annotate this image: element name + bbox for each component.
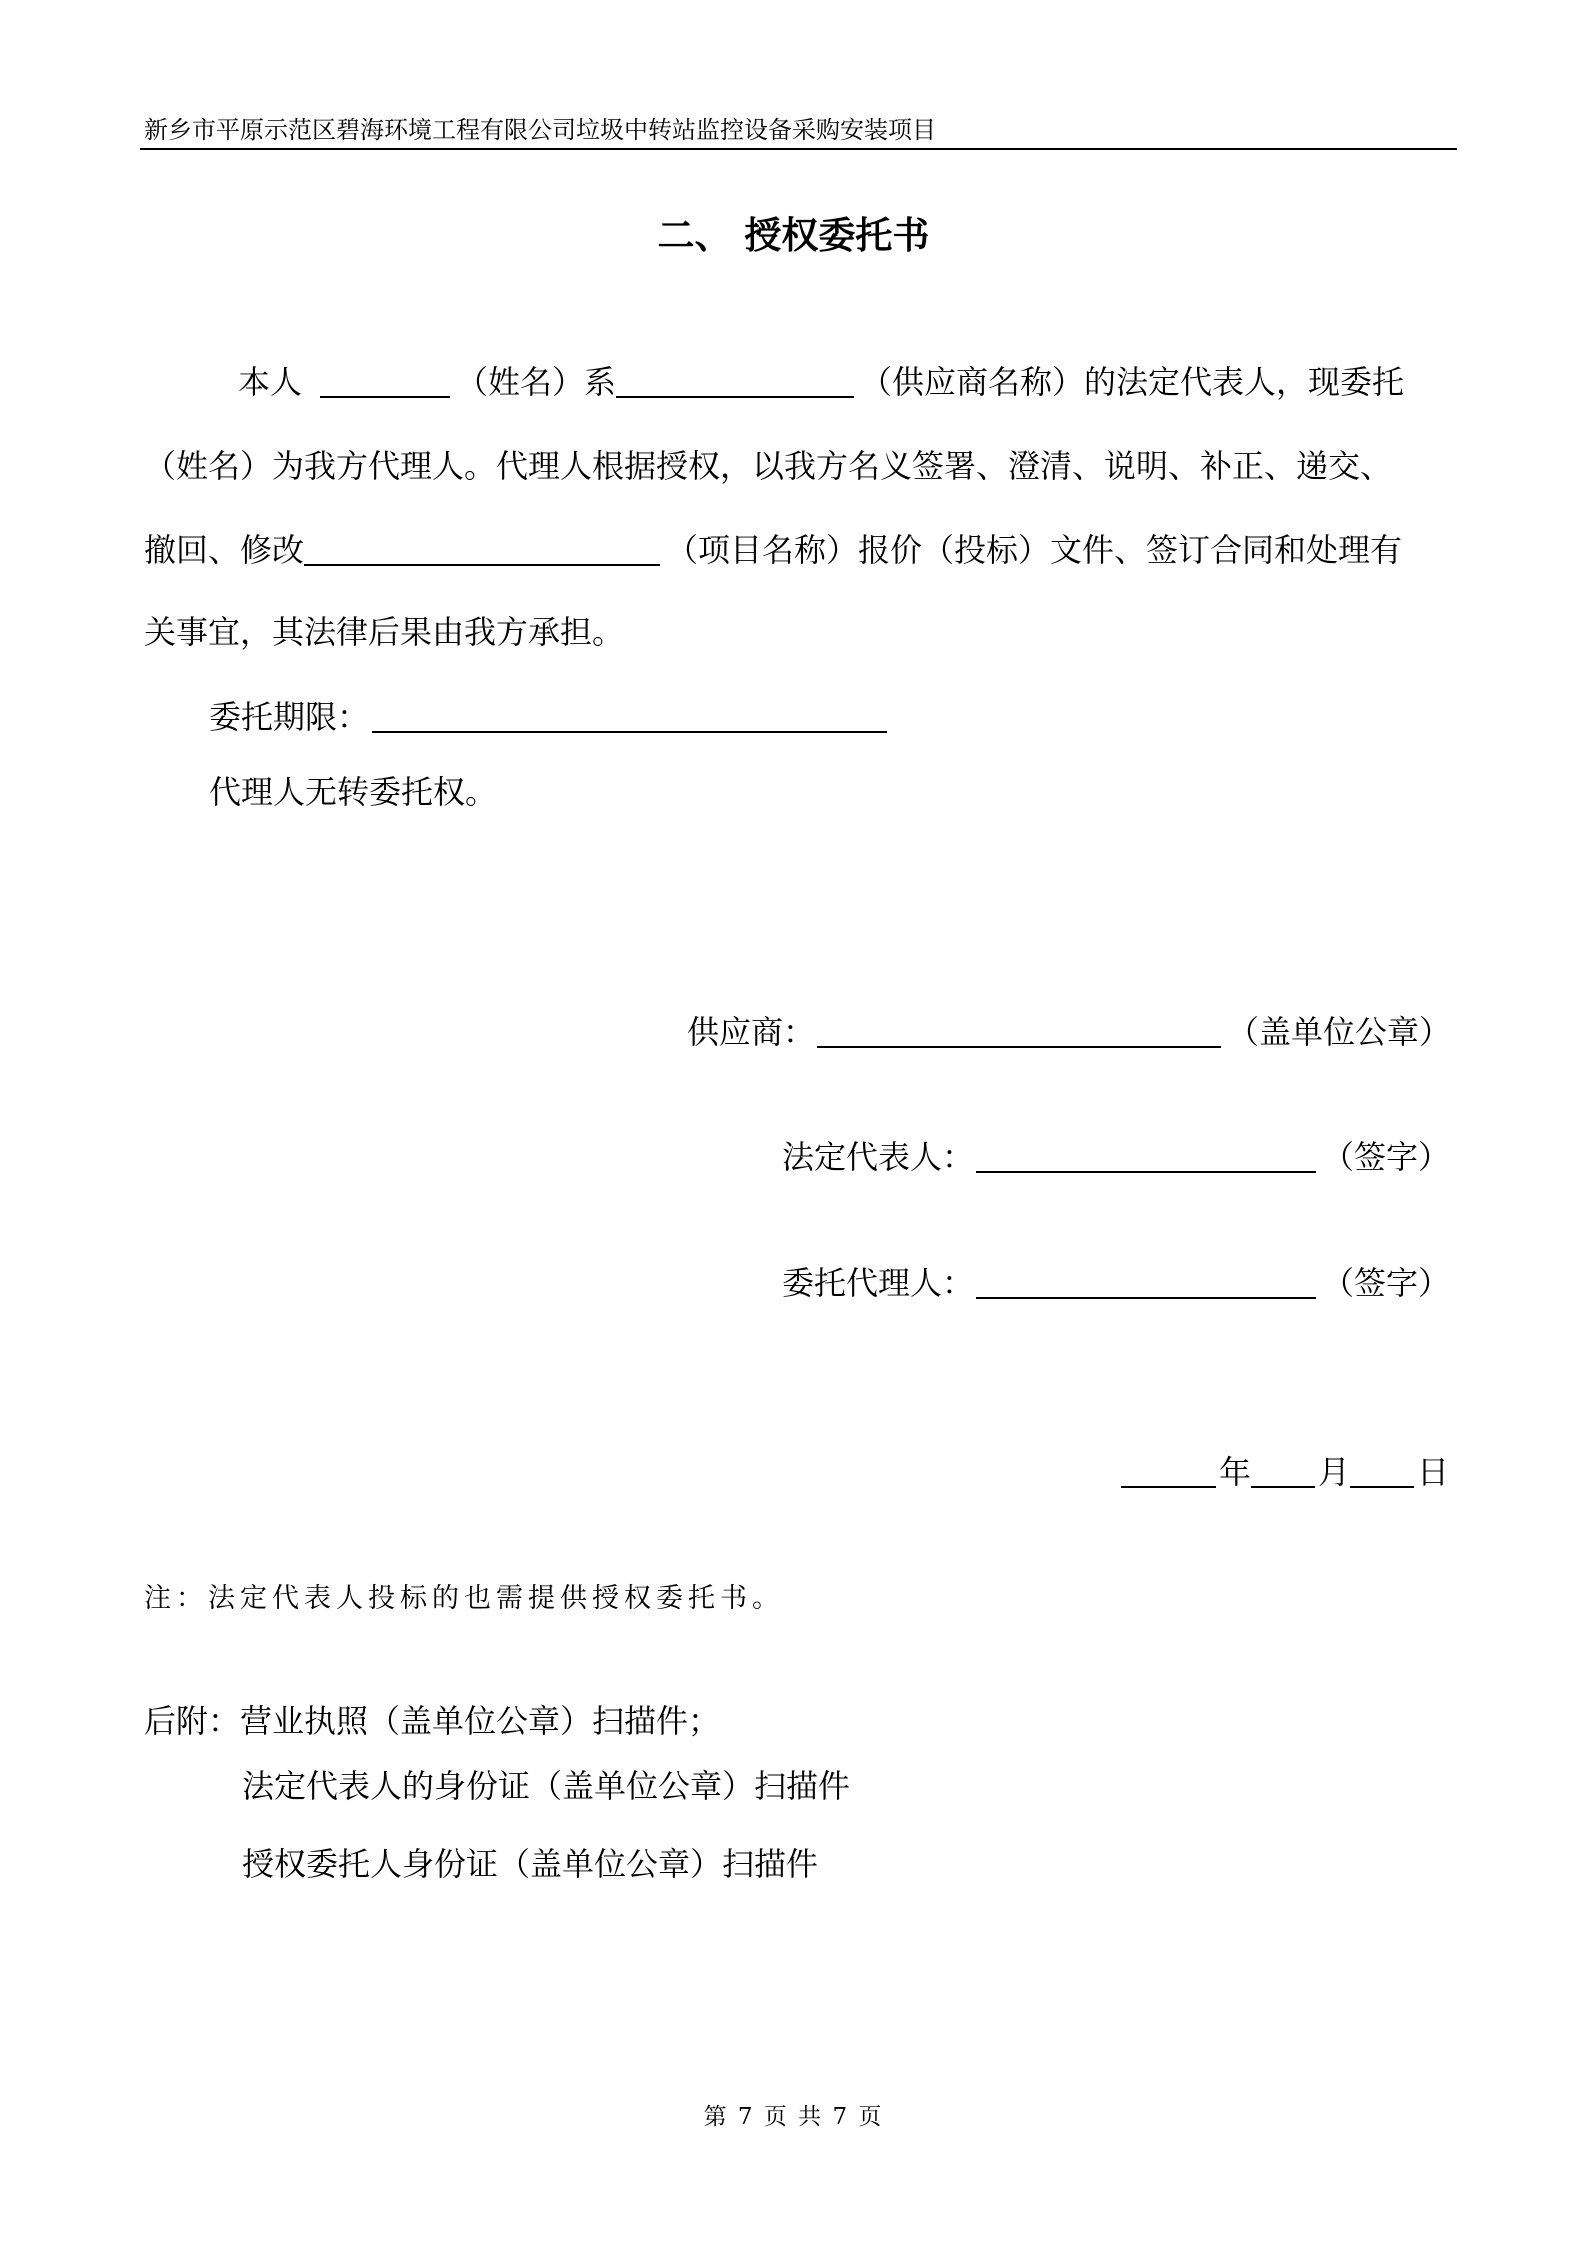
line1-text-c: （供应商名称）的法定代表人，现委托 [860,363,1405,401]
blank-principal-name [320,366,450,398]
page-header: 新乡市平原示范区碧海环境工程有限公司垃圾中转站监控设备采购安装项目 [144,116,936,144]
paragraph-line-2: （姓名）为我方代理人。代理人根据授权，以我方名义签署、澄清、说明、补正、递交、 [144,447,1393,485]
date-day-label: 日 [1417,1453,1450,1491]
blank-year [1121,1456,1216,1488]
legal-rep-signature-line [782,1137,1450,1177]
blank-project-name [304,534,660,566]
line1-text-a: 本人 [238,363,303,401]
paragraph-line-4: 关事宜，其法律后果由我方承担。 [144,613,625,651]
term-line [209,697,887,737]
blank-supplier-seal [817,1016,1221,1048]
blank-agent-signature [976,1267,1316,1299]
date-year-label: 年 [1219,1453,1252,1491]
blank-legal-rep-signature [976,1141,1316,1173]
blank-supplier-name [616,366,854,398]
attachments-line-3: 授权委托人身份证（盖单位公章）扫描件 [242,1845,819,1883]
legal-rep-note: （签字） [1322,1138,1451,1176]
agent-note: （签字） [1322,1264,1451,1302]
supplier-signature-line [687,1012,1451,1052]
blank-day [1350,1456,1414,1488]
agent-label: 委托代理人： [782,1264,975,1302]
line3-text-a: 撤回、修改 [144,531,305,569]
supplier-note: （盖单位公章） [1227,1013,1452,1051]
document-title: 二、 授权委托书 [657,213,930,257]
blank-month [1251,1456,1315,1488]
attachments-line-1: 后附：营业执照（盖单位公章）扫描件； [144,1702,721,1740]
page-footer: 第 7 页 共 7 页 [703,2104,884,2130]
blank-term [372,701,887,733]
date-line [1121,1452,1449,1492]
paragraph-line-3 [144,530,1402,570]
date-month-label: 月 [1318,1453,1351,1491]
agent-signature-line [782,1263,1450,1303]
no-sub-delegation-text: 代理人无转委托权。 [209,773,498,811]
header-rule [140,148,1457,150]
line1-text-b: （姓名）系 [456,363,617,401]
legal-rep-label: 法定代表人： [782,1138,975,1176]
term-label: 委托期限： [209,698,370,736]
supplier-label: 供应商： [687,1013,816,1051]
attachments-line-2: 法定代表人的身份证（盖单位公章）扫描件 [242,1767,851,1805]
note-text: 注：法定代表人投标的也需提供授权委托书。 [144,1583,784,1614]
line3-text-b: （项目名称）报价（投标）文件、签订合同和处理有 [666,531,1403,569]
paragraph-line-1 [238,362,1404,402]
